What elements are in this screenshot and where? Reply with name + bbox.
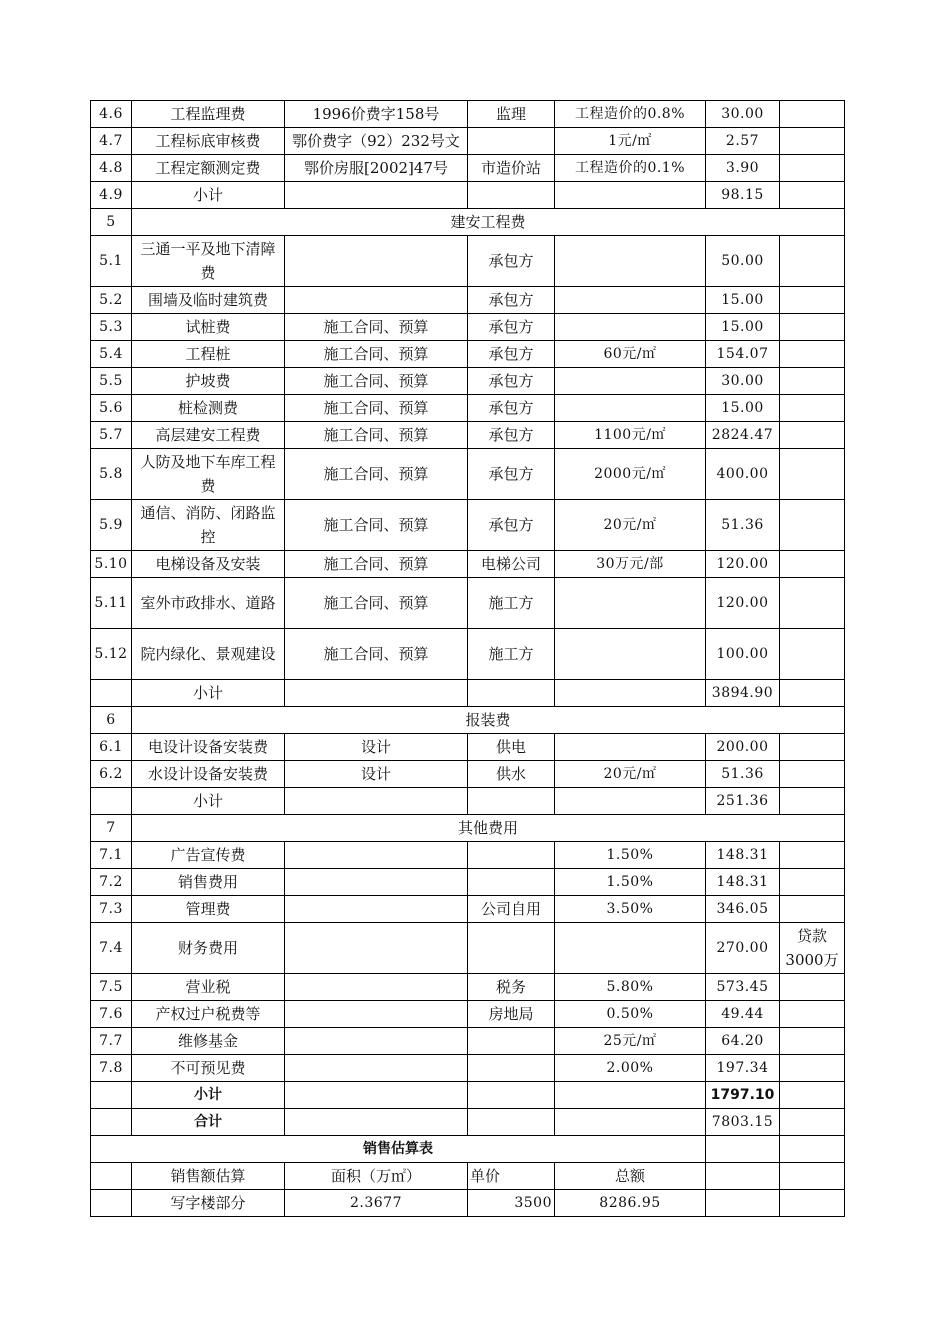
item-number: 6.1 [91,734,132,761]
section-number: 6 [91,707,132,734]
item-number: 7.1 [91,842,132,869]
table-row [91,182,845,209]
empty-cell [780,1082,845,1109]
empty-cell [555,1082,706,1109]
item-payee [468,182,555,209]
item-basis: 鄂价房服[2002]47号 [285,155,468,182]
grand-total-amount: 7803.15 [706,1109,780,1136]
item-rate [555,680,706,707]
item-note [780,1001,845,1028]
section-title: 报装费 [132,707,845,734]
item-payee [468,1028,555,1055]
item-basis [285,182,468,209]
item-number: 7.6 [91,1001,132,1028]
item-note [780,182,845,209]
empty-cell [91,1163,132,1190]
item-amount: 15.00 [706,395,780,422]
item-amount: 15.00 [706,314,780,341]
sales-title: 销售估算表 [91,1136,706,1163]
item-note [780,422,845,449]
item-number: 7.8 [91,1055,132,1082]
table-row [91,734,845,761]
item-rate: 20元/㎡ [555,500,706,551]
empty-cell [91,1082,132,1109]
item-basis: 施工合同、预算 [285,500,468,551]
empty-cell [706,1163,780,1190]
item-payee [468,923,555,974]
item-rate: 1100元/㎡ [555,422,706,449]
item-payee: 市造价站 [468,155,555,182]
item-note [780,368,845,395]
table-row [91,422,845,449]
item-name: 护坡费 [132,368,285,395]
item-number: 5.2 [91,287,132,314]
item-name: 产权过户税费等 [132,1001,285,1028]
item-note [780,680,845,707]
item-payee: 承包方 [468,287,555,314]
item-amount: 2.57 [706,128,780,155]
item-payee [468,128,555,155]
subtotal-row [91,1082,845,1109]
item-note [780,842,845,869]
empty-cell [468,1109,555,1136]
item-amount: 51.36 [706,500,780,551]
item-amount: 100.00 [706,629,780,680]
item-number: 7.7 [91,1028,132,1055]
item-payee [468,869,555,896]
item-name: 财务费用 [132,923,285,974]
item-rate: 工程造价的0.1% [555,155,706,182]
item-rate: 3.50% [555,896,706,923]
item-rate: 5.80% [555,974,706,1001]
item-basis [285,1001,468,1028]
table-row [91,761,845,788]
item-note [780,287,845,314]
item-basis [285,236,468,287]
item-amount: 251.36 [706,788,780,815]
section-number: 7 [91,815,132,842]
item-name: 三通一平及地下清障费 [132,236,285,287]
table-row [91,629,845,680]
item-amount: 51.36 [706,761,780,788]
item-number: 7.4 [91,923,132,974]
item-basis: 施工合同、预算 [285,422,468,449]
item-note [780,761,845,788]
table-row [91,314,845,341]
item-payee: 承包方 [468,422,555,449]
item-note [780,1028,845,1055]
item-basis: 施工合同、预算 [285,341,468,368]
item-name: 水设计设备安装费 [132,761,285,788]
item-rate: 2000元/㎡ [555,449,706,500]
item-basis [285,680,468,707]
item-basis: 设计 [285,734,468,761]
item-payee: 供电 [468,734,555,761]
item-number: 5.11 [91,578,132,629]
item-basis [285,1055,468,1082]
item-amount: 3.90 [706,155,780,182]
table-row [91,680,845,707]
item-payee: 监理 [468,101,555,128]
item-rate: 1.50% [555,869,706,896]
item-amount: 148.31 [706,869,780,896]
item-name: 高层建安工程费 [132,422,285,449]
item-payee: 承包方 [468,341,555,368]
item-amount: 154.07 [706,341,780,368]
item-name: 管理费 [132,896,285,923]
table-row [91,1001,845,1028]
item-name: 维修基金 [132,1028,285,1055]
item-number: 5.3 [91,314,132,341]
item-amount: 30.00 [706,101,780,128]
item-note [780,128,845,155]
item-name: 不可预见费 [132,1055,285,1082]
section-header-row [91,209,845,236]
item-note [780,629,845,680]
item-rate [555,923,706,974]
item-rate [555,182,706,209]
item-note [780,896,845,923]
item-rate: 20元/㎡ [555,761,706,788]
item-note [780,578,845,629]
item-amount: 98.15 [706,182,780,209]
item-basis [285,788,468,815]
item-number: 5.5 [91,368,132,395]
item-payee: 承包方 [468,314,555,341]
sales-price-header: 单价 [468,1163,555,1190]
table-row [91,128,845,155]
item-note [780,974,845,1001]
item-rate [555,578,706,629]
item-basis [285,896,468,923]
item-amount: 49.44 [706,1001,780,1028]
item-amount: 30.00 [706,368,780,395]
item-rate: 1元/㎡ [555,128,706,155]
item-number: 4.8 [91,155,132,182]
item-payee [468,842,555,869]
item-payee: 公司自用 [468,896,555,923]
item-note [780,734,845,761]
item-amount: 15.00 [706,287,780,314]
item-basis: 施工合同、预算 [285,449,468,500]
item-note [780,314,845,341]
item-name: 营业税 [132,974,285,1001]
table-row [91,923,845,974]
item-note [780,500,845,551]
item-rate [555,287,706,314]
item-note [780,341,845,368]
item-rate: 工程造价的0.8% [555,101,706,128]
sales-row-area: 2.3677 [285,1190,468,1217]
item-payee: 房地局 [468,1001,555,1028]
item-payee: 施工方 [468,629,555,680]
table-row [91,500,845,551]
item-number: 4.7 [91,128,132,155]
section-title: 其他费用 [132,815,845,842]
item-note: 贷款3000万 [780,923,845,974]
grand-total-label: 合计 [132,1109,285,1136]
item-name: 工程定额测定费 [132,155,285,182]
item-number: 7.2 [91,869,132,896]
item-amount: 400.00 [706,449,780,500]
item-number: 4.6 [91,101,132,128]
item-amount: 200.00 [706,734,780,761]
empty-cell [91,1109,132,1136]
item-name: 桩检测费 [132,395,285,422]
item-basis: 施工合同、预算 [285,629,468,680]
table-row [91,368,845,395]
item-basis: 1996价费字158号 [285,101,468,128]
item-name: 小计 [132,680,285,707]
item-amount: 120.00 [706,551,780,578]
item-rate [555,395,706,422]
item-name: 通信、消防、闭路监控 [132,500,285,551]
item-basis [285,974,468,1001]
table-row [91,842,845,869]
item-number: 5.1 [91,236,132,287]
item-note [780,1055,845,1082]
item-basis: 施工合同、预算 [285,578,468,629]
table-row [91,869,845,896]
subtotal-label: 小计 [132,1082,285,1109]
empty-cell [780,1109,845,1136]
sales-title-row [91,1136,845,1163]
item-note [780,551,845,578]
table-row [91,341,845,368]
table-row [91,1055,845,1082]
sales-row [91,1190,845,1217]
sales-label-header: 销售额估算 [132,1163,285,1190]
item-number: 4.9 [91,182,132,209]
item-rate [555,629,706,680]
sales-row-label: 写字楼部分 [132,1190,285,1217]
section-number: 5 [91,209,132,236]
item-payee: 供水 [468,761,555,788]
item-name: 工程监理费 [132,101,285,128]
item-rate: 60元/㎡ [555,341,706,368]
item-payee: 承包方 [468,500,555,551]
item-number: 5.7 [91,422,132,449]
table-row [91,896,845,923]
table-row [91,155,845,182]
item-number [91,788,132,815]
item-basis: 施工合同、预算 [285,368,468,395]
item-payee: 电梯公司 [468,551,555,578]
item-payee [468,1055,555,1082]
sales-row-total: 8286.95 [555,1190,706,1217]
sales-total-header: 总额 [555,1163,706,1190]
item-note [780,449,845,500]
empty-cell [285,1109,468,1136]
sales-row-price: 3500 [468,1190,555,1217]
item-name: 围墙及临时建筑费 [132,287,285,314]
item-payee: 承包方 [468,236,555,287]
item-basis: 施工合同、预算 [285,395,468,422]
item-basis [285,1028,468,1055]
grand-total-row [91,1109,845,1136]
item-amount: 573.45 [706,974,780,1001]
sales-area-header: 面积（万㎡） [285,1163,468,1190]
item-rate: 2.00% [555,1055,706,1082]
item-rate: 25元/㎡ [555,1028,706,1055]
item-basis [285,842,468,869]
item-payee: 施工方 [468,578,555,629]
item-basis: 施工合同、预算 [285,314,468,341]
item-basis [285,287,468,314]
item-rate: 0.50% [555,1001,706,1028]
table-row [91,1028,845,1055]
item-note [780,788,845,815]
item-name: 工程标底审核费 [132,128,285,155]
item-note [780,236,845,287]
table-row [91,578,845,629]
item-basis [285,869,468,896]
item-number [91,680,132,707]
table-row [91,974,845,1001]
item-name: 销售费用 [132,869,285,896]
item-rate [555,314,706,341]
table-row [91,236,845,287]
section-title: 建安工程费 [132,209,845,236]
table-row [91,551,845,578]
item-amount: 120.00 [706,578,780,629]
item-name: 电设计设备安装费 [132,734,285,761]
empty-cell [780,1163,845,1190]
table-row [91,287,845,314]
item-basis: 鄂价费字（92）232号文 [285,128,468,155]
item-note [780,155,845,182]
item-note [780,869,845,896]
item-basis: 设计 [285,761,468,788]
item-rate: 1.50% [555,842,706,869]
item-amount: 64.20 [706,1028,780,1055]
item-amount: 197.34 [706,1055,780,1082]
item-note [780,101,845,128]
table-row [91,101,845,128]
item-payee: 承包方 [468,368,555,395]
item-basis: 施工合同、预算 [285,551,468,578]
item-payee: 税务 [468,974,555,1001]
item-rate [555,368,706,395]
empty-cell [468,1082,555,1109]
item-number: 5.12 [91,629,132,680]
item-rate [555,236,706,287]
item-payee: 承包方 [468,395,555,422]
item-rate [555,788,706,815]
item-name: 试桩费 [132,314,285,341]
item-payee [468,788,555,815]
item-name: 小计 [132,182,285,209]
item-number: 7.3 [91,896,132,923]
section-header-row [91,707,845,734]
empty-cell [285,1082,468,1109]
item-amount: 346.05 [706,896,780,923]
empty-cell [555,1109,706,1136]
item-payee: 承包方 [468,449,555,500]
item-amount: 148.31 [706,842,780,869]
item-name: 广告宣传费 [132,842,285,869]
empty-cell [91,1190,132,1217]
table-row [91,449,845,500]
sales-header-row [91,1163,845,1190]
item-note [780,395,845,422]
item-name: 室外市政排水、道路 [132,578,285,629]
section-header-row [91,815,845,842]
empty-cell [706,1190,780,1217]
item-number: 5.9 [91,500,132,551]
item-name: 工程桩 [132,341,285,368]
item-name: 人防及地下车库工程费 [132,449,285,500]
item-amount: 50.00 [706,236,780,287]
empty-cell [780,1190,845,1217]
item-name: 小计 [132,788,285,815]
item-rate [555,734,706,761]
item-name: 院内绿化、景观建设 [132,629,285,680]
subtotal-amount: 1797.10 [706,1082,780,1109]
item-number: 5.8 [91,449,132,500]
item-basis [285,923,468,974]
item-name: 电梯设备及安装 [132,551,285,578]
item-amount: 3894.90 [706,680,780,707]
item-number: 7.5 [91,974,132,1001]
item-amount: 270.00 [706,923,780,974]
item-number: 5.10 [91,551,132,578]
item-number: 6.2 [91,761,132,788]
empty-cell [706,1136,780,1163]
item-number: 5.6 [91,395,132,422]
item-payee [468,680,555,707]
empty-cell [780,1136,845,1163]
table-row [91,395,845,422]
item-number: 5.4 [91,341,132,368]
item-amount: 2824.47 [706,422,780,449]
table-row [91,788,845,815]
cost-estimate-table [90,100,845,1217]
item-rate: 30万元/部 [555,551,706,578]
